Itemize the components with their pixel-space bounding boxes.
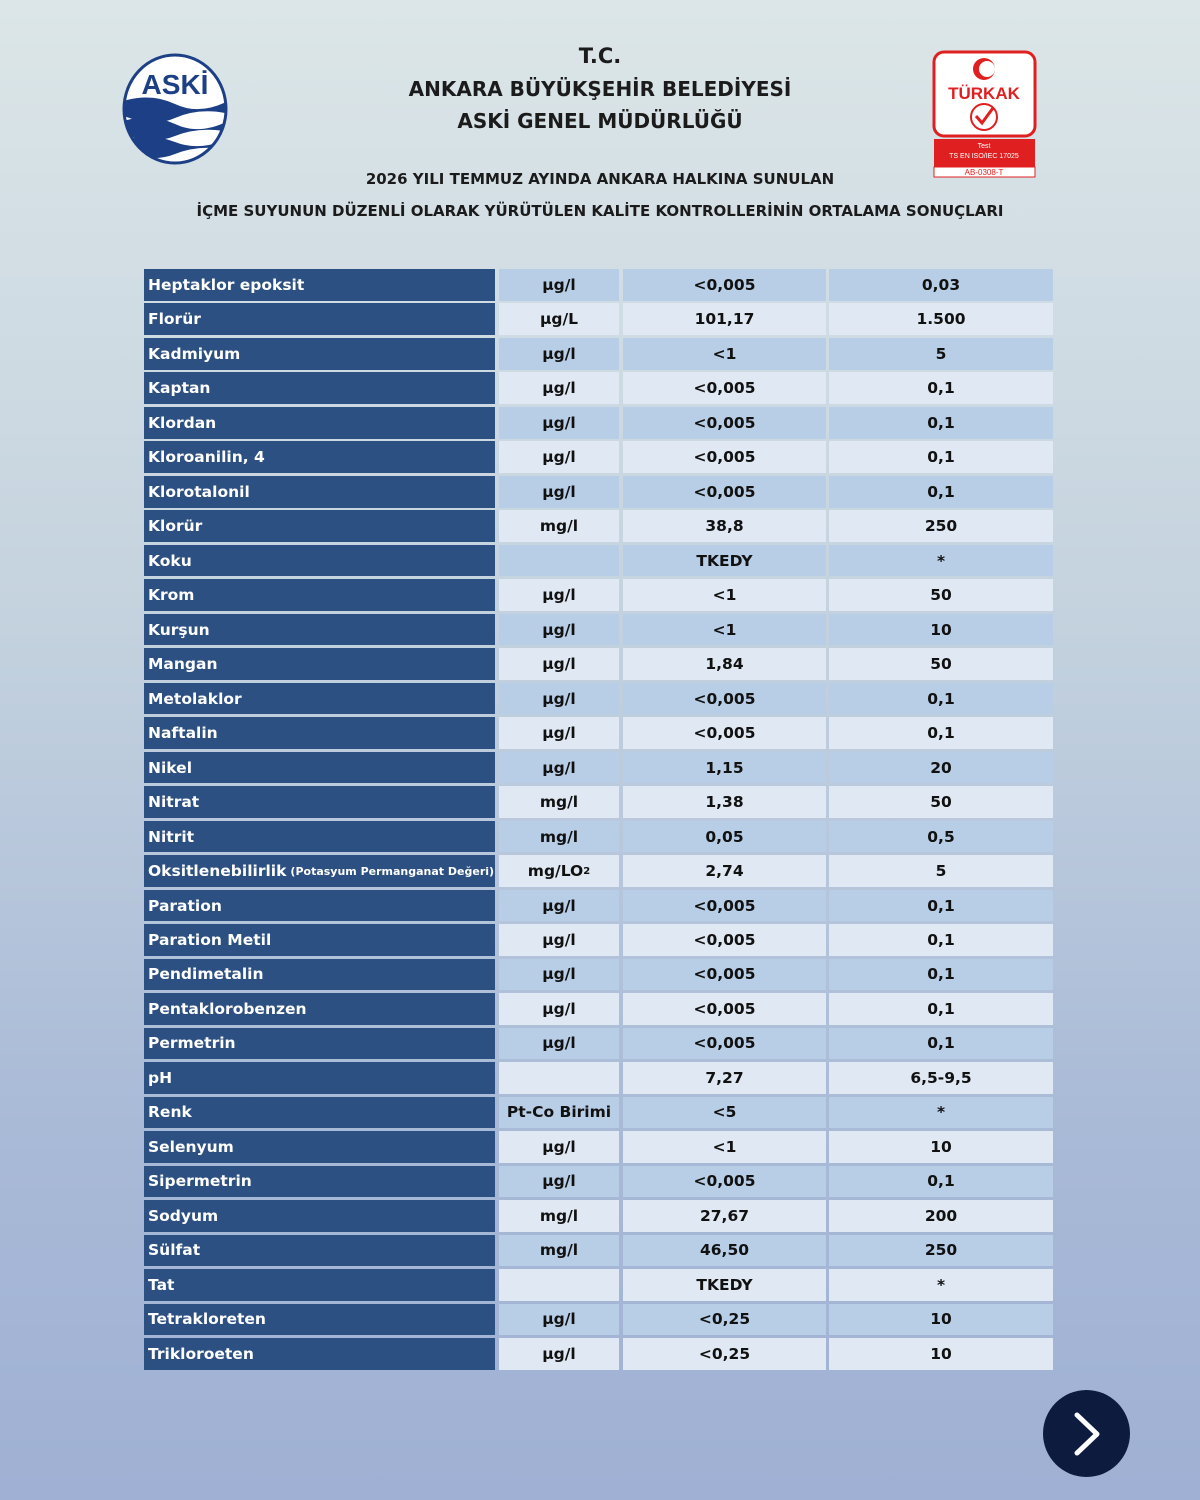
unit-cell: [499, 890, 619, 922]
parameter-name: Florür: [148, 310, 201, 329]
page-header: [0, 0, 1200, 250]
unit-text: µg/l: [542, 999, 576, 1018]
parameter-name: Sipermetrin: [148, 1172, 252, 1191]
result-value-cell: <0,005: [623, 924, 826, 956]
limit-value-cell: *: [829, 1269, 1053, 1301]
limit-value-cell: 0,5: [829, 821, 1053, 853]
unit-cell: [499, 821, 619, 853]
limit-value-cell: 0,03: [829, 269, 1053, 301]
parameter-note: (Potasyum Permanganat Değeri): [290, 864, 495, 878]
table-row: [144, 1062, 1056, 1094]
result-value-cell: <0,005: [623, 890, 826, 922]
limit-value-cell: *: [829, 545, 1053, 577]
svg-text:Test: Test: [977, 143, 991, 150]
table-row: [144, 786, 1056, 818]
turkak-logo: [932, 50, 1037, 178]
unit-cell: [499, 372, 619, 404]
limit-value-cell: 5: [829, 338, 1053, 370]
unit-cell: [499, 545, 619, 577]
unit-text: µg/l: [542, 931, 576, 949]
parameter-name: Heptaklor epoksit: [148, 275, 305, 294]
parameter-name-cell: [144, 579, 495, 611]
parameter-name: Pendimetalin: [148, 965, 264, 984]
parameter-name-cell: [144, 1269, 495, 1301]
results-table: [144, 269, 1056, 1373]
parameter-name-cell: [144, 1235, 495, 1267]
unit-cell: [499, 614, 619, 646]
unit-text: µg/l: [542, 896, 576, 915]
unit-text: µg/l: [542, 1344, 576, 1363]
table-row: [144, 1338, 1056, 1370]
result-value-cell: <0,005: [623, 476, 826, 508]
parameter-name-cell: [144, 683, 495, 715]
parameter-name-cell: [144, 1131, 495, 1163]
parameter-name: pH: [148, 1068, 173, 1087]
parameter-name-cell: [144, 1166, 495, 1198]
parameter-name-cell: [144, 614, 495, 646]
result-value-cell: <0,005: [623, 1166, 826, 1198]
result-value-cell: 1,38: [623, 786, 826, 818]
parameter-name: Paration Metil: [148, 931, 272, 949]
limit-value-cell: 0,1: [829, 683, 1053, 715]
parameter-name: Mangan: [148, 655, 218, 674]
table-row: [144, 1235, 1056, 1267]
unit-text: mg/l: [539, 1241, 579, 1260]
header-line-2: ANKARA BÜYÜKŞEHİR BELEDİYESİ: [408, 77, 792, 101]
table-row: [144, 579, 1056, 611]
parameter-name-cell: [144, 752, 495, 784]
parameter-name: Kloroanilin, 4: [148, 448, 265, 467]
parameter-name: Nitrat: [148, 793, 200, 812]
result-value-cell: 1,84: [623, 648, 826, 680]
unit-cell: [499, 579, 619, 611]
unit-cell: [499, 1235, 619, 1267]
unit-cell: [499, 510, 619, 542]
parameter-name: Kurşun: [148, 620, 210, 639]
limit-value-cell: 50: [829, 579, 1053, 611]
result-value-cell: <0,005: [623, 1028, 826, 1060]
parameter-name: Nikel: [148, 758, 193, 777]
unit-text: µg/l: [542, 1137, 576, 1156]
parameter-name: Krom: [148, 586, 195, 605]
table-row: [144, 372, 1056, 404]
parameter-name: Oksitlenebilirlik: [148, 862, 287, 881]
parameter-name: Nitrit: [148, 827, 195, 846]
result-value-cell: <0,005: [623, 717, 826, 749]
parameter-name: Tat: [148, 1275, 175, 1294]
table-row: [144, 855, 1056, 887]
next-button[interactable]: [1043, 1390, 1130, 1477]
unit-cell: [499, 269, 619, 301]
table-row: [144, 648, 1056, 680]
result-value-cell: <1: [623, 579, 826, 611]
result-value-cell: <0,25: [623, 1304, 826, 1336]
table-row: [144, 1166, 1056, 1198]
result-value-cell: TKEDY: [623, 1269, 826, 1301]
result-value-cell: <0,005: [623, 372, 826, 404]
unit-cell: [499, 717, 619, 749]
unit-cell: [499, 1131, 619, 1163]
limit-value-cell: 250: [829, 510, 1053, 542]
table-row: [144, 924, 1056, 956]
result-value-cell: TKEDY: [623, 545, 826, 577]
parameter-name: Klordan: [148, 413, 217, 432]
table-row: [144, 441, 1056, 473]
unit-cell: [499, 648, 619, 680]
parameter-name: Koku: [148, 551, 192, 570]
table-row: [144, 269, 1056, 301]
parameter-name: Metolaklor: [148, 689, 242, 708]
limit-value-cell: 0,1: [829, 1028, 1053, 1060]
table-row: [144, 1304, 1056, 1336]
limit-value-cell: 0,1: [829, 890, 1053, 922]
unit-cell: [499, 1166, 619, 1198]
parameter-name-cell: [144, 338, 495, 370]
unit-text: mg/l: [539, 827, 579, 846]
table-row: [144, 510, 1056, 542]
result-value-cell: <0,005: [623, 407, 826, 439]
unit-cell: [499, 752, 619, 784]
unit-text: Pt-Co Birimi: [506, 1103, 612, 1122]
table-row: [144, 1269, 1056, 1301]
unit-text: µg/l: [542, 1310, 576, 1329]
table-row: [144, 303, 1056, 335]
limit-value-cell: 6,5-9,5: [829, 1062, 1053, 1094]
limit-value-cell: 0,1: [829, 407, 1053, 439]
unit-cell: [499, 959, 619, 991]
result-value-cell: 7,27: [623, 1062, 826, 1094]
parameter-name-cell: [144, 269, 495, 301]
result-value-cell: <0,005: [623, 683, 826, 715]
parameter-name-cell: [144, 717, 495, 749]
limit-value-cell: 50: [829, 648, 1053, 680]
unit-text: µg/l: [542, 724, 576, 743]
parameter-name: Klorotalonil: [148, 482, 250, 501]
parameter-name-cell: [144, 924, 495, 956]
unit-text: µg/l: [542, 275, 576, 294]
unit-text: µg/l: [542, 965, 576, 984]
result-value-cell: 46,50: [623, 1235, 826, 1267]
unit-cell: [499, 1200, 619, 1232]
limit-value-cell: 250: [829, 1235, 1053, 1267]
unit-cell: [499, 1304, 619, 1336]
result-value-cell: 38,8: [623, 510, 826, 542]
unit-text: µg/L: [539, 310, 579, 329]
table-row: [144, 1200, 1056, 1232]
parameter-name: Sülfat: [148, 1241, 201, 1260]
table-row: [144, 545, 1056, 577]
result-value-cell: <0,005: [623, 959, 826, 991]
parameter-name-cell: [144, 786, 495, 818]
parameter-name: Paration: [148, 896, 222, 915]
table-row: [144, 821, 1056, 853]
limit-value-cell: 0,1: [829, 924, 1053, 956]
result-value-cell: 27,67: [623, 1200, 826, 1232]
unit-text: µg/l: [542, 482, 576, 501]
parameter-name: Tetrakloreten: [148, 1310, 266, 1329]
table-row: [144, 1028, 1056, 1060]
aski-logo-text: ASKİ: [141, 69, 209, 100]
result-value-cell: 0,05: [623, 821, 826, 853]
unit-cell: [499, 476, 619, 508]
unit-cell: [499, 338, 619, 370]
unit-text: µg/l: [542, 448, 576, 467]
unit-text: µg/l: [542, 1034, 576, 1053]
parameter-name: Trikloroeten: [148, 1344, 254, 1363]
subtitle-line-1: 2026 YILI TEMMUZ AYINDA ANKARA HALKINA SUNULAN: [365, 170, 835, 188]
unit-text: µg/l: [542, 344, 576, 363]
unit-cell: [499, 441, 619, 473]
limit-value-cell: 10: [829, 1131, 1053, 1163]
unit-cell: [499, 1097, 619, 1129]
table-row: [144, 338, 1056, 370]
unit-text: µg/l: [542, 620, 576, 639]
limit-value-cell: 0,1: [829, 993, 1053, 1025]
unit-text: µg/l: [542, 655, 576, 674]
parameter-name-cell: [144, 441, 495, 473]
parameter-name: Kadmiyum: [148, 344, 241, 363]
result-value-cell: <1: [623, 1131, 826, 1163]
unit-text: mg/LO: [527, 862, 584, 881]
parameter-name-cell: [144, 1097, 495, 1129]
parameter-name-cell: [144, 1200, 495, 1232]
table-row: [144, 890, 1056, 922]
unit-text: µg/l: [542, 413, 576, 432]
unit-cell: [499, 1028, 619, 1060]
unit-cell: [499, 855, 619, 887]
parameter-name-cell: [144, 821, 495, 853]
table-row: [144, 717, 1056, 749]
unit-text: µg/l: [542, 1172, 576, 1191]
parameter-name: Sodyum: [148, 1206, 219, 1225]
unit-text: µg/l: [542, 758, 576, 777]
table-row: [144, 683, 1056, 715]
svg-text:AB-0308-T: AB-0308-T: [964, 168, 1004, 177]
limit-value-cell: 20: [829, 752, 1053, 784]
parameter-name-cell: [144, 1062, 495, 1094]
unit-cell: [499, 924, 619, 956]
unit-cell: [499, 993, 619, 1025]
svg-text:TS EN ISO/IEC 17025: TS EN ISO/IEC 17025: [949, 153, 1019, 160]
parameter-name-cell: [144, 855, 495, 887]
parameter-name: Naftalin: [148, 724, 218, 743]
result-value-cell: 101,17: [623, 303, 826, 335]
unit-cell: [499, 1062, 619, 1094]
table-row: [144, 1097, 1056, 1129]
parameter-name-cell: [144, 476, 495, 508]
parameter-name-cell: [144, 1304, 495, 1336]
unit-subscript: 2: [583, 865, 591, 877]
parameter-name: Pentaklorobenzen: [148, 999, 307, 1018]
parameter-name-cell: [144, 648, 495, 680]
parameter-name: Selenyum: [148, 1137, 234, 1156]
header-line-3: ASKİ GENEL MÜDÜRLÜĞÜ: [457, 109, 743, 133]
limit-value-cell: 200: [829, 1200, 1053, 1232]
parameter-name-cell: [144, 303, 495, 335]
unit-cell: [499, 1338, 619, 1370]
limit-value-cell: 10: [829, 1338, 1053, 1370]
svg-text:TÜRKAK: TÜRKAK: [948, 84, 1020, 103]
parameter-name-cell: [144, 407, 495, 439]
parameter-name-cell: [144, 959, 495, 991]
limit-value-cell: 0,1: [829, 717, 1053, 749]
subtitle-line-2: İÇME SUYUNUN DÜZENLİ OLARAK YÜRÜTÜLEN KALİTE KONTROLLERİNİN ORTALAMA SONUÇLARI: [196, 202, 1004, 220]
unit-text: µg/l: [542, 379, 576, 398]
unit-text: mg/l: [539, 793, 579, 812]
header-line-1: T.C.: [578, 44, 622, 68]
table-row: [144, 476, 1056, 508]
parameter-name-cell: [144, 1028, 495, 1060]
unit-cell: [499, 683, 619, 715]
limit-value-cell: 0,1: [829, 441, 1053, 473]
parameter-name: Klorür: [148, 517, 203, 536]
result-value-cell: <5: [623, 1097, 826, 1129]
unit-text: µg/l: [542, 586, 576, 605]
result-value-cell: <0,005: [623, 993, 826, 1025]
limit-value-cell: 0,1: [829, 476, 1053, 508]
limit-value-cell: 10: [829, 1304, 1053, 1336]
table-row: [144, 959, 1056, 991]
table-row: [144, 752, 1056, 784]
limit-value-cell: 0,1: [829, 1166, 1053, 1198]
parameter-name: Permetrin: [148, 1034, 236, 1053]
parameter-name-cell: [144, 545, 495, 577]
parameter-name-cell: [144, 372, 495, 404]
unit-text: mg/l: [539, 1206, 579, 1225]
table-row: [144, 1131, 1056, 1163]
limit-value-cell: 50: [829, 786, 1053, 818]
result-value-cell: <0,005: [623, 441, 826, 473]
unit-text: mg/l: [539, 517, 579, 536]
unit-cell: [499, 407, 619, 439]
unit-text: µg/l: [542, 689, 576, 708]
limit-value-cell: 1.500: [829, 303, 1053, 335]
table-row: [144, 614, 1056, 646]
unit-cell: [499, 786, 619, 818]
parameter-name-cell: [144, 993, 495, 1025]
limit-value-cell: 0,1: [829, 372, 1053, 404]
result-value-cell: 1,15: [623, 752, 826, 784]
chevron-right-icon: [1067, 1409, 1107, 1459]
parameter-name-cell: [144, 510, 495, 542]
limit-value-cell: 5: [829, 855, 1053, 887]
limit-value-cell: *: [829, 1097, 1053, 1129]
table-row: [144, 993, 1056, 1025]
result-value-cell: 2,74: [623, 855, 826, 887]
unit-cell: [499, 303, 619, 335]
table-row: [144, 407, 1056, 439]
limit-value-cell: 10: [829, 614, 1053, 646]
result-value-cell: <0,25: [623, 1338, 826, 1370]
unit-cell: [499, 1269, 619, 1301]
parameter-name-cell: [144, 1338, 495, 1370]
limit-value-cell: 0,1: [829, 959, 1053, 991]
parameter-name: Kaptan: [148, 379, 211, 398]
result-value-cell: <1: [623, 614, 826, 646]
parameter-name-cell: [144, 890, 495, 922]
result-value-cell: <0,005: [623, 269, 826, 301]
result-value-cell: <1: [623, 338, 826, 370]
parameter-name: Renk: [148, 1103, 192, 1122]
